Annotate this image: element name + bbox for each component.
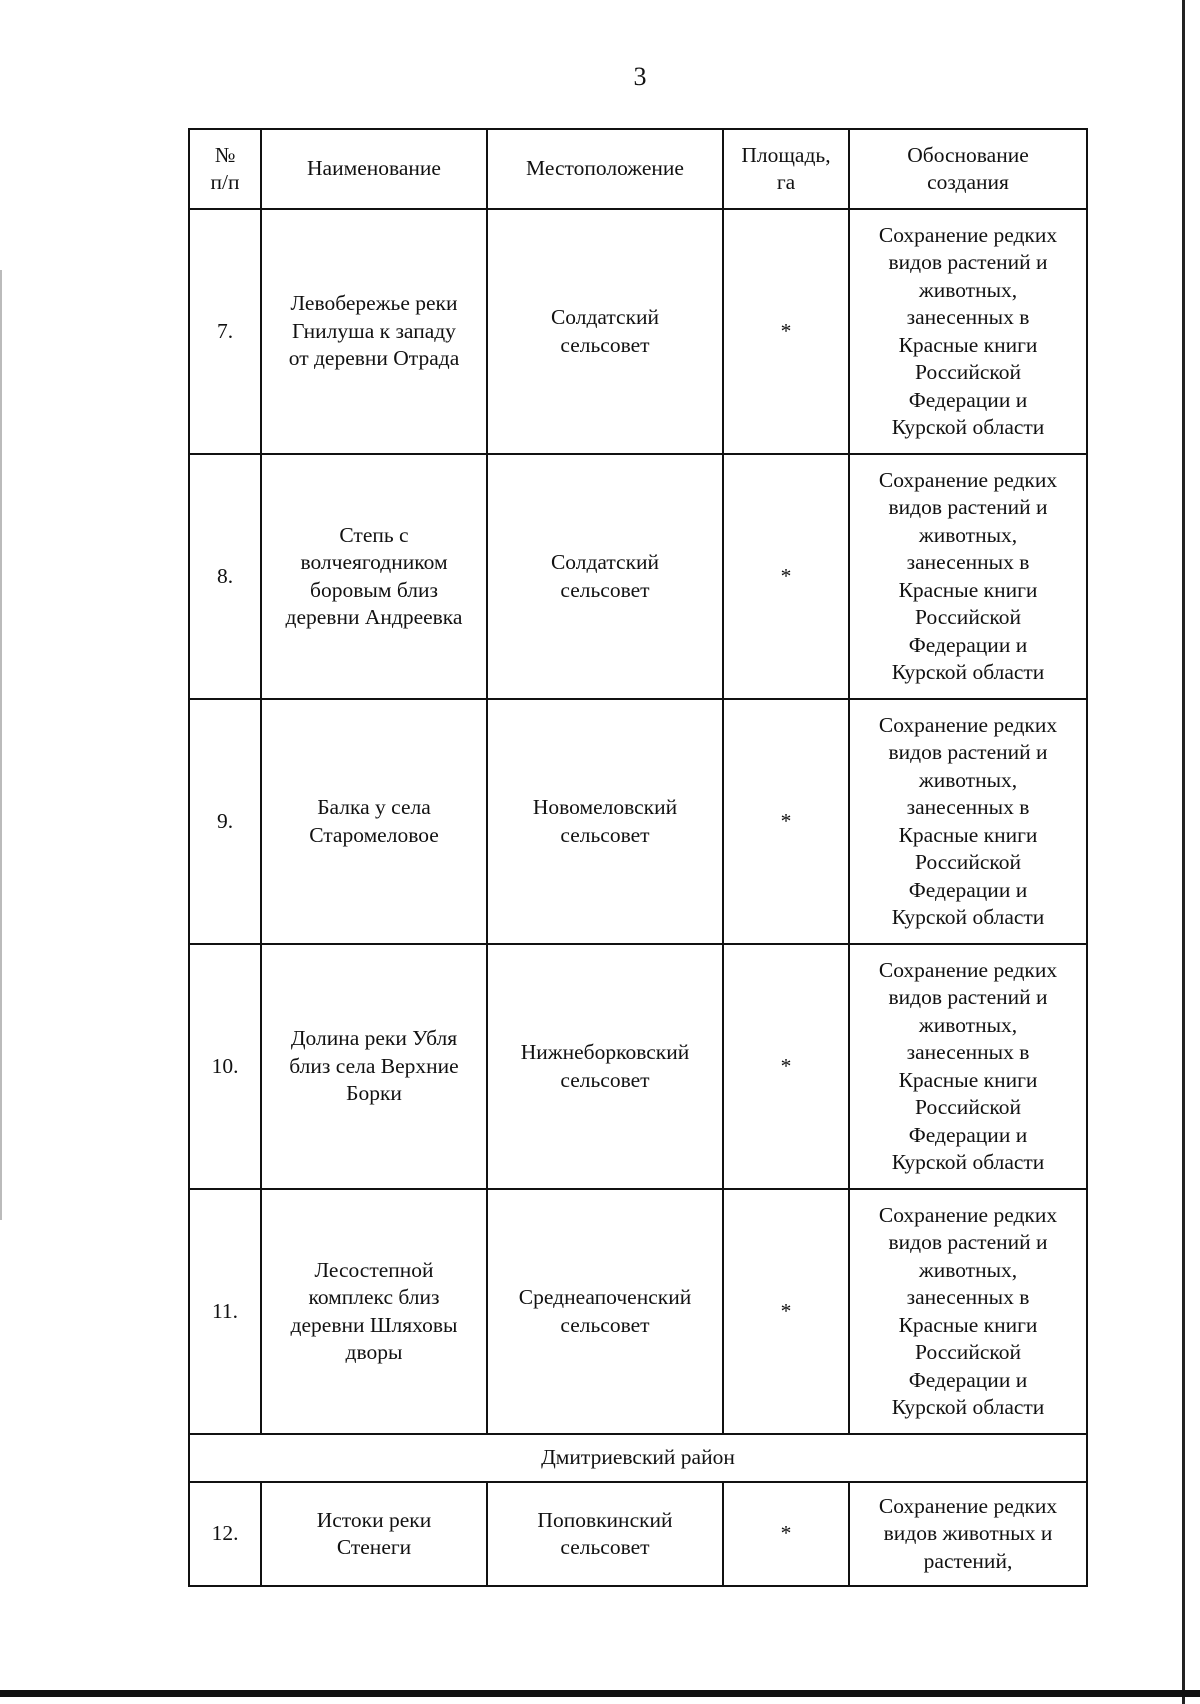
cell-location-line: Солдатский (550, 550, 660, 574)
cell-location (487, 944, 723, 1189)
cell-basis-line: Курской области (891, 1395, 1045, 1419)
cell-name (261, 944, 487, 1189)
cell-basis-line: занесенных в (906, 1285, 1030, 1309)
page-number: 3 (633, 62, 647, 91)
cell-area-line: * (780, 808, 792, 833)
cell-name-line: деревни Шляховы (290, 1312, 458, 1337)
cell-location-line: сельсовет (560, 822, 650, 847)
cell-basis-line: животных, (918, 277, 1018, 302)
cell-name (261, 1189, 487, 1434)
cell-basis-line: Федерации и (908, 1367, 1028, 1392)
cell-number (189, 1189, 261, 1434)
cell-number (189, 209, 261, 454)
cell-number-line: 12. (211, 1521, 239, 1546)
cell-area-line: * (780, 1521, 792, 1546)
cell-name-line: комплекс близ (308, 1285, 440, 1309)
header-area (723, 129, 849, 209)
cell-name-line: боровым близ (310, 577, 438, 602)
cell-basis-line: Курской области (891, 905, 1045, 929)
cell-basis-line: Сохранение редких (878, 467, 1058, 492)
cell-name-line: Истоки реки (316, 1507, 432, 1532)
cell-basis-line: Курской области (891, 660, 1045, 684)
cell-area-line: * (780, 1298, 792, 1323)
header-basis (849, 129, 1087, 209)
cell-location-line: Среднеапоченский (518, 1285, 692, 1309)
cell-name-line: деревни Андреевка (285, 605, 463, 629)
cell-basis-line: видов растений и (888, 250, 1048, 274)
cell-basis-line: видов растений и (888, 985, 1048, 1009)
table-row (189, 1482, 1087, 1586)
table-row (189, 1189, 1087, 1434)
cell-number-line: 8. (216, 563, 234, 588)
section-title (189, 1434, 1087, 1482)
cell-location-line: Солдатский (550, 305, 660, 329)
cell-name-line: Старомеловое (309, 822, 439, 847)
cell-basis (849, 699, 1087, 944)
cell-name (261, 699, 487, 944)
cell-basis-line: Российской (915, 360, 1021, 384)
cell-basis-line: Сохранение редких (878, 957, 1058, 982)
cell-name (261, 454, 487, 699)
cell-basis-line: Красные книги (898, 577, 1038, 602)
cell-basis-line: Российской (915, 605, 1021, 629)
cell-area-line: * (780, 1053, 792, 1078)
cell-basis (849, 209, 1087, 454)
cell-basis-line: Красные книги (898, 1312, 1038, 1337)
cell-basis-line: Красные книги (898, 1067, 1038, 1092)
cell-basis-line: Федерации и (908, 632, 1028, 657)
header-area-line: Площадь, (741, 142, 831, 167)
cell-name-line: волчеягодником (300, 550, 448, 574)
cell-location-line: сельсовет (560, 1067, 650, 1092)
cell-number-line: 11. (211, 1298, 239, 1323)
cell-basis (849, 944, 1087, 1189)
cell-location-line: Поповкинский (537, 1507, 673, 1532)
header-name (261, 129, 487, 209)
section-title-line: Дмитриевский район (541, 1445, 735, 1470)
cell-name-line: от деревни Отрада (288, 346, 460, 371)
cell-name-line: Левобережье реки (290, 291, 458, 316)
table-row (189, 699, 1087, 944)
header-basis-line: создания (927, 170, 1009, 194)
header-number-line: п/п (210, 170, 240, 194)
cell-basis-line: Российской (915, 1340, 1021, 1364)
cell-basis-line: Федерации и (908, 1122, 1028, 1147)
table-row (189, 209, 1087, 454)
cell-basis-line: Сохранение редких (878, 222, 1058, 247)
cell-location-line: сельсовет (560, 332, 650, 357)
table-row (189, 944, 1087, 1189)
cell-basis (849, 1482, 1087, 1586)
cell-location-line: сельсовет (560, 1312, 650, 1337)
cell-location-line: сельсовет (560, 577, 650, 602)
cell-basis-line: видов растений и (888, 1230, 1048, 1254)
header-location (487, 129, 723, 209)
cell-basis (849, 1189, 1087, 1434)
cell-number-line: 7. (216, 318, 234, 343)
cell-name-line: Балка у села (317, 795, 431, 819)
cell-basis-line: животных, (918, 1257, 1018, 1282)
cell-area-line: * (780, 318, 792, 343)
cell-name-line: Стенеги (336, 1535, 412, 1559)
cell-number (189, 944, 261, 1189)
cell-name (261, 1482, 487, 1586)
cell-name-line: Степь с (339, 522, 409, 547)
cell-basis-line: Курской области (891, 1150, 1045, 1174)
header-basis-line: Обоснование (907, 142, 1029, 167)
cell-location (487, 209, 723, 454)
cell-location (487, 454, 723, 699)
cell-basis (849, 454, 1087, 699)
header-number-line: № (214, 142, 236, 167)
header-location-line: Местоположение (526, 156, 684, 181)
cell-basis-line: занесенных в (906, 795, 1030, 819)
header-row (189, 129, 1087, 209)
scan-edge-right (1182, 0, 1185, 1704)
cell-name-line: дворы (345, 1340, 403, 1364)
section-row (189, 1434, 1087, 1482)
cell-location-line: сельсовет (560, 1535, 650, 1559)
cell-basis-line: Федерации и (908, 877, 1028, 902)
cell-number-line: 9. (216, 808, 234, 833)
header-name-line: Наименование (307, 156, 441, 181)
cell-basis-line: Сохранение редких (878, 1493, 1058, 1518)
cell-name-line: Лесостепной (314, 1257, 434, 1282)
scan-edge-bottom (0, 1690, 1200, 1697)
cell-location (487, 1482, 723, 1586)
cell-location-line: Новомеловский (532, 795, 678, 819)
cell-basis-line: видов растений и (888, 740, 1048, 764)
header-number (189, 129, 261, 209)
cell-area (723, 1189, 849, 1434)
cell-name-line: Борки (346, 1081, 402, 1106)
cell-area (723, 699, 849, 944)
cell-location (487, 1189, 723, 1434)
cell-basis-line: Российской (915, 850, 1021, 874)
cell-basis-line: Федерации и (908, 387, 1028, 412)
cell-name-line: близ села Верхние (289, 1053, 459, 1078)
cell-area (723, 209, 849, 454)
cell-basis-line: Курской области (891, 415, 1045, 439)
cell-area (723, 944, 849, 1189)
cell-basis-line: занесенных в (906, 305, 1030, 329)
cell-basis-line: видов животных и (883, 1521, 1053, 1546)
cell-basis-line: Сохранение редких (878, 1202, 1058, 1227)
cell-name-line: Гнилуша к западу (292, 318, 456, 343)
cell-basis-line: видов растений и (888, 495, 1048, 519)
cell-number (189, 454, 261, 699)
cell-basis-line: занесенных в (906, 1040, 1030, 1064)
cell-basis-line: занесенных в (906, 550, 1030, 574)
cell-area-line: * (780, 563, 792, 588)
header-area-line: га (776, 170, 796, 194)
cell-location (487, 699, 723, 944)
cell-basis-line: животных, (918, 522, 1018, 547)
cell-number-line: 10. (211, 1053, 239, 1078)
protected-areas-table (188, 128, 1088, 1587)
cell-area (723, 454, 849, 699)
cell-location-line: Нижнеборковский (520, 1040, 690, 1064)
cell-basis-line: животных, (918, 767, 1018, 792)
scan-edge-left (0, 270, 2, 1220)
cell-basis-line: Сохранение редких (878, 712, 1058, 737)
cell-basis-line: растений, (923, 1548, 1013, 1573)
cell-basis-line: Красные книги (898, 332, 1038, 357)
cell-basis-line: Российской (915, 1095, 1021, 1119)
cell-number (189, 699, 261, 944)
table-row (189, 454, 1087, 699)
cell-area (723, 1482, 849, 1586)
cell-number (189, 1482, 261, 1586)
cell-basis-line: Красные книги (898, 822, 1038, 847)
cell-name (261, 209, 487, 454)
cell-name-line: Долина реки Убля (290, 1026, 458, 1051)
cell-basis-line: животных, (918, 1012, 1018, 1037)
